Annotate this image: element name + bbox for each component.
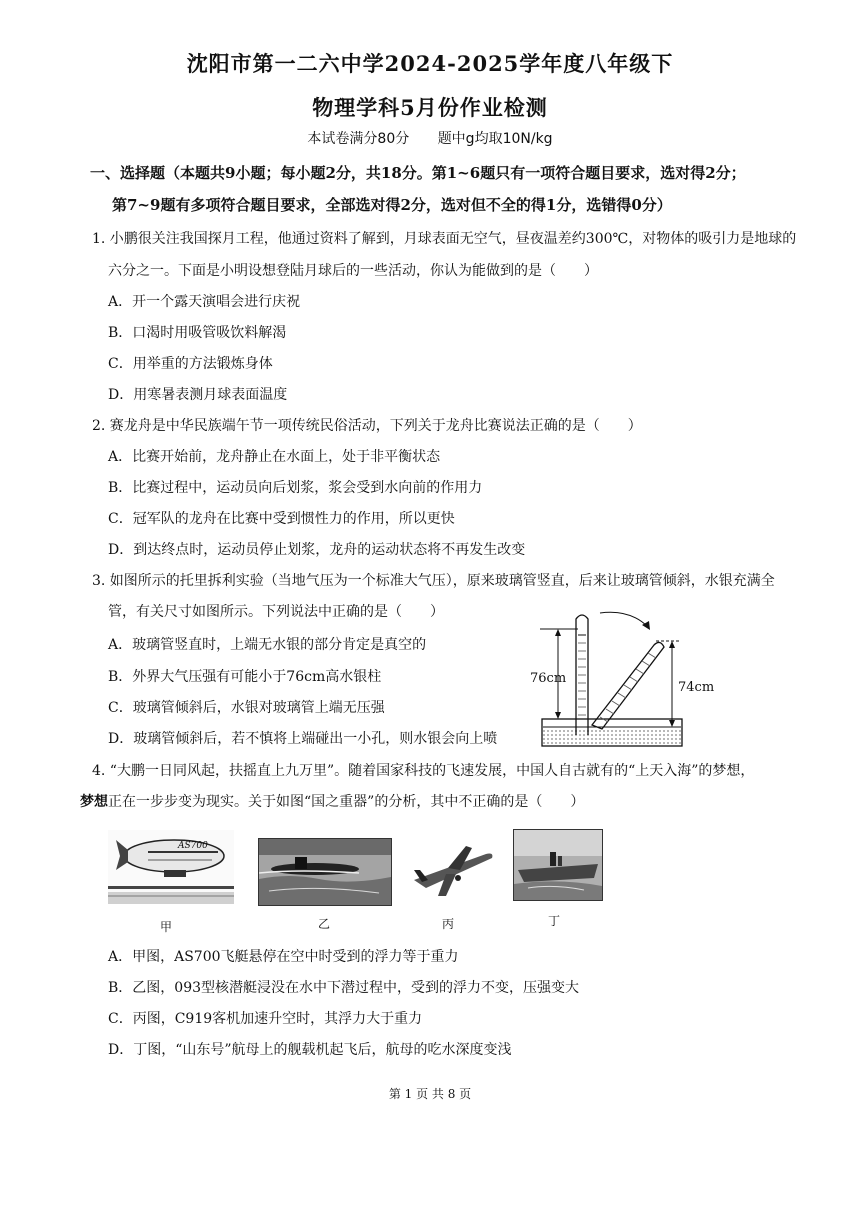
q3-stem-line2: 管，有关尺寸如图所示。下列说法中正确的是（ ） — [108, 604, 444, 620]
q4-option-d: D．丁图，“山东号”航母上的舰载机起飞后，航母的吃水深度变浅 — [108, 1042, 512, 1058]
g-value-note: 题中g均取10N/kg — [437, 131, 553, 147]
page-number: 第 1 页 共 8 页 — [388, 1087, 472, 1101]
q2-option-d: D．到达终点时，运动员停止划浆，龙舟的运动状态将不再发生改变 — [108, 542, 526, 558]
exam-title-line1: 沈阳市第一二六中学2024-2025学年度八年级下 — [186, 51, 674, 76]
q2-stem: 2. 赛龙舟是中华民族端午节一项传统民俗活动，下列关于龙舟比赛说法正确的是（ ） — [92, 418, 642, 434]
image-airship — [108, 830, 234, 904]
caption-bing: 丙 — [442, 917, 455, 931]
mercury-fill — [543, 727, 681, 743]
q3-option-c: C．玻璃管倾斜后，水银对玻璃管上端无压强 — [108, 700, 385, 716]
q1-stem-line1: 1. 小鹏很关注我国探月工程，他通过资料了解到，月球表面无空气，昼夜温差约300℃，对物体的吸引力是地球的 — [92, 231, 797, 247]
q1-option-a: A．开一个露天演唱会进行庆祝 — [108, 294, 301, 310]
q4-stem-line1: 4. “大鹏一日同风起，扶摇直上九万里”。随着国家科技的飞速发展，中国人自古就有的“上天入海”的梦想， — [92, 763, 755, 779]
q1-option-b: B．口渴时用吸管吸饮料解渴 — [108, 325, 287, 341]
q3-option-b: B．外界大气压强有可能小于76cm高水银柱 — [108, 669, 382, 685]
label-74cm: 74cm — [678, 680, 715, 695]
q4-option-c: C．丙图，C919客机加速升空时，其浮力大于重力 — [108, 1011, 423, 1027]
q4-stem-line2 — [80, 791, 584, 811]
vertical-tube — [576, 615, 588, 735]
image-submarine — [258, 838, 392, 906]
mercury-trough — [542, 719, 682, 746]
tilted-tube — [592, 642, 664, 729]
q4-option-b: B．乙图，093型核潜艇浸没在水中下潜过程中，受到的浮力不变，压强变大 — [108, 980, 580, 996]
caption-ding: 丁 — [548, 914, 561, 928]
q1-option-d: D．用寒暑表测月球表面温度 — [108, 387, 288, 403]
q4-bold-word: 梦想 — [80, 794, 108, 810]
airship-label: AS700 — [178, 841, 208, 851]
exam-title-line2: 物理学科5月份作业检测 — [312, 95, 548, 120]
q1-option-c: C．用举重的方法锻炼身体 — [108, 356, 273, 372]
torricelli-figure — [530, 605, 730, 750]
label-76cm: 76cm — [530, 671, 567, 686]
q4-option-a: A．甲图，AS700飞艇悬停在空中时受到的浮力等于重力 — [108, 949, 459, 965]
exam-subtitle — [0, 128, 860, 148]
q2-option-c: C．冠军队的龙舟在比赛中受到惯性力的作用，所以更快 — [108, 511, 455, 527]
q1-stem-line2: 六分之一。下面是小明设想登陆月球后的一些活动，你认为能做到的是（ ） — [108, 263, 598, 279]
caption-jia: 甲 — [160, 920, 173, 934]
full-score-note: 本试卷满分80分 — [307, 131, 410, 147]
section1-heading-line1: 一、选择题（本题共9小题；每小题2分，共18分。第1~6题只有一项符合题目要求，选对得2分； — [90, 164, 746, 182]
caption-yi: 乙 — [318, 917, 331, 931]
image-airliner — [408, 840, 498, 902]
q2-option-b: B．比赛过程中，运动员向后划浆，浆会受到水向前的作用力 — [108, 480, 483, 496]
image-carrier — [513, 829, 603, 901]
q4-stem-line2-rest: 正在一步步变为现实。关于如图“国之重器”的分析，其中不正确的是（ ） — [108, 794, 585, 810]
q3-option-a: A．玻璃管竖直时，上端无水银的部分肯定是真空的 — [108, 637, 427, 653]
rotation-arrow — [600, 612, 648, 627]
q3-option-d: D．玻璃管倾斜后，若不慎将上端碰出一小孔，则水银会向上喷 — [108, 731, 498, 747]
q3-stem-line1: 3. 如图所示的托里拆利实验（当地气压为一个标准大气压），原来玻璃管竖直，后来让玻璃管倾斜，水银充满全 — [92, 573, 775, 589]
section1-heading-line2: 第7~9题有多项符合题目要求，全部选对得2分，选对但不全的得1分，选错得0分） — [112, 196, 672, 214]
q2-option-a: A．比赛开始前，龙舟静止在水面上，处于非平衡状态 — [108, 449, 441, 465]
